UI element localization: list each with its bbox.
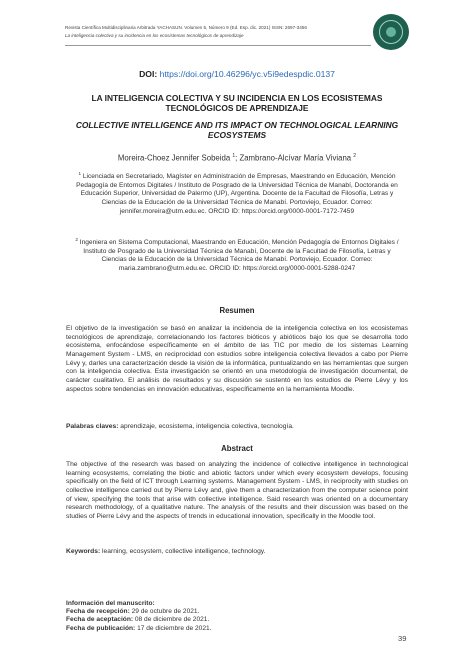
title-spanish: LA INTELIGENCIA COLECTIVA Y SU INCIDENCIA EN LOS ECOSISTEMAS TECNOLÓGICOS DE APRENDIZAJE [91,93,383,114]
received-value: 29 de octubre de 2021. [129,608,200,616]
affiliation-2 [72,236,402,274]
journal-logo [373,14,409,50]
palabras-claves-text: aprendizaje, ecosistema, inteligencia colectiva, tecnología. [118,423,294,430]
resumen-heading: Resumen [219,306,255,315]
abstract-body: The objective of the research was based on analyzing the incidence of collective intelligence in technological learning ecosystems, correlating the biotic and abiotic factors under which every ecosystem develops, focusing specifically on the field of ICT through Learning systems. Management System - LMS, in reciprocity with studies on collective intelligence carried out by Pierre Lévy and, give them a characterization from the computer science point of view, specifying the tools that arise with collective intelligence. Said research was oriented on a documentary research methodology, of a qualitative nature. The analysis of the results and their discussion was based on the studies of Pierre Lévy and the aspects of trends in educational innovation, specifically in the Moodle tool. [66,461,408,520]
manuscript-info [66,600,212,633]
accepted-value: 08 de diciembre de 2021. [133,616,210,624]
page-number: 39 [398,634,407,643]
palabras-claves-label: Palabras claves: [66,423,119,430]
author-line [0,153,474,163]
keywords-label: Keywords: [66,548,101,555]
accepted-date [66,616,212,624]
logo-ring [379,20,403,44]
author-separator: ; Zambrano-Alcívar María Viviana [235,153,352,163]
accepted-label: Fecha de aceptación: [66,616,134,624]
keywords-text: learning, ecosystem, collective intelligence, technology. [100,548,266,555]
affiliation-2-marker: 2 [75,237,78,242]
published-date [66,625,212,633]
author-2-marker: 2 [353,153,357,159]
abstract-heading: Abstract [221,444,253,453]
doi-label: DOI: [139,69,158,79]
logo-center [386,27,396,37]
affiliation-1 [72,170,402,216]
affiliation-1-marker: 1 [78,171,82,176]
published-value: 17 de diciembre de 2021. [135,624,212,632]
affiliation-1-text: Licenciada en Secretariado, Magíster en Administración de Empresas, Maestrando en Educación, Mención Pedagogía de Entornos Digitales / Instituto de Posgrado de la Universidad Técnica de Manabí, Doctoranda en Educación Superior, Universidad de Palermo (UP), Argentina. Docente de la Facultad de Filosofía, Letras y Ciencias de la Educación de la Universidad Técnica de Manabí. Portoviejo, Ecuador. Correo: jennifer.moreira@utm.edu.ec. ORCID ID: https://orcid.org/0000-0001-7172-7459 [76,173,398,215]
affiliation-2-text: Ingeniera en Sistema Computacional, Maestrando en Educación, Mención Pedagogía de Entornos Digitales / Instituto de Posgrado de la Universidad Técnica de Manabí, Docente de la Facultad de Filosofía, Letras y Ciencias de la Educación de la Universidad Técnica de Manabí. Portoviejo, Ecuador. Correo: maria.zambrano@utm.edu.ec. ORCID ID: https://orcid.org/0000-0001-5288-0247 [79,239,399,272]
doi-line [0,69,474,79]
running-title: La inteligencia colectiva y su incidencia en los ecosistemas tecnológicos de aprendizaje [65,33,244,38]
published-label: Fecha de publicación: [66,624,136,632]
received-label: Fecha de recepción: [66,608,130,616]
journal-header [65,24,365,40]
doi-link[interactable]: https://doi.org/10.46296/yc.v5i9edespdic.0137 [159,69,335,79]
title-english: COLLECTIVE INTELLIGENCE AND ITS IMPACT ON TECHNOLOGICAL LEARNING ECOSYSTEMS [75,120,399,141]
keywords [66,548,408,557]
received-date [66,608,212,616]
palabras-claves [66,423,408,432]
author-1-marker: 1 [232,153,236,159]
author-1: Moreira-Choez Jennifer Sobeida [117,153,231,163]
header-divider [65,45,371,46]
manuscript-heading: Información del manuscrito: [66,600,155,607]
journal-citation-line: Revista Científica Multidisciplinaria Arbitrada YACHASUN. Volumen 5, Número 9 (Ed. Esp. dic. 2021) ISSN: 2697-3456 [65,25,307,30]
resumen-body: El objetivo de la investigación se basó en analizar la incidencia de la inteligencia colectiva en los ecosistemas tecnológicos de aprendizaje, correlacionando los factores bióticos y abióticos bajo los que se desarrolla todo ecosistema, enfocándose específicamente en el ámbito de las TIC por medio de los sistemas Learning Management System - LMS, en reciprocidad con estudios sobre inteligencia colectiva llevados a cabo por Pierre Lévy y, darles una caracterización desde la visión de la informática, puntualizando en las herramientas que surgen con la inteligencia colectiva. Esta investigación se orientó en una metodología de investigación documental, de carácter cualitativo. El análisis de resultados y su discusión se sustentó en los estudios de Pierre Lévy y los aspectos sobre tendencias en innovación educativas, específicamente en la herramienta Moodle. [66,325,408,393]
